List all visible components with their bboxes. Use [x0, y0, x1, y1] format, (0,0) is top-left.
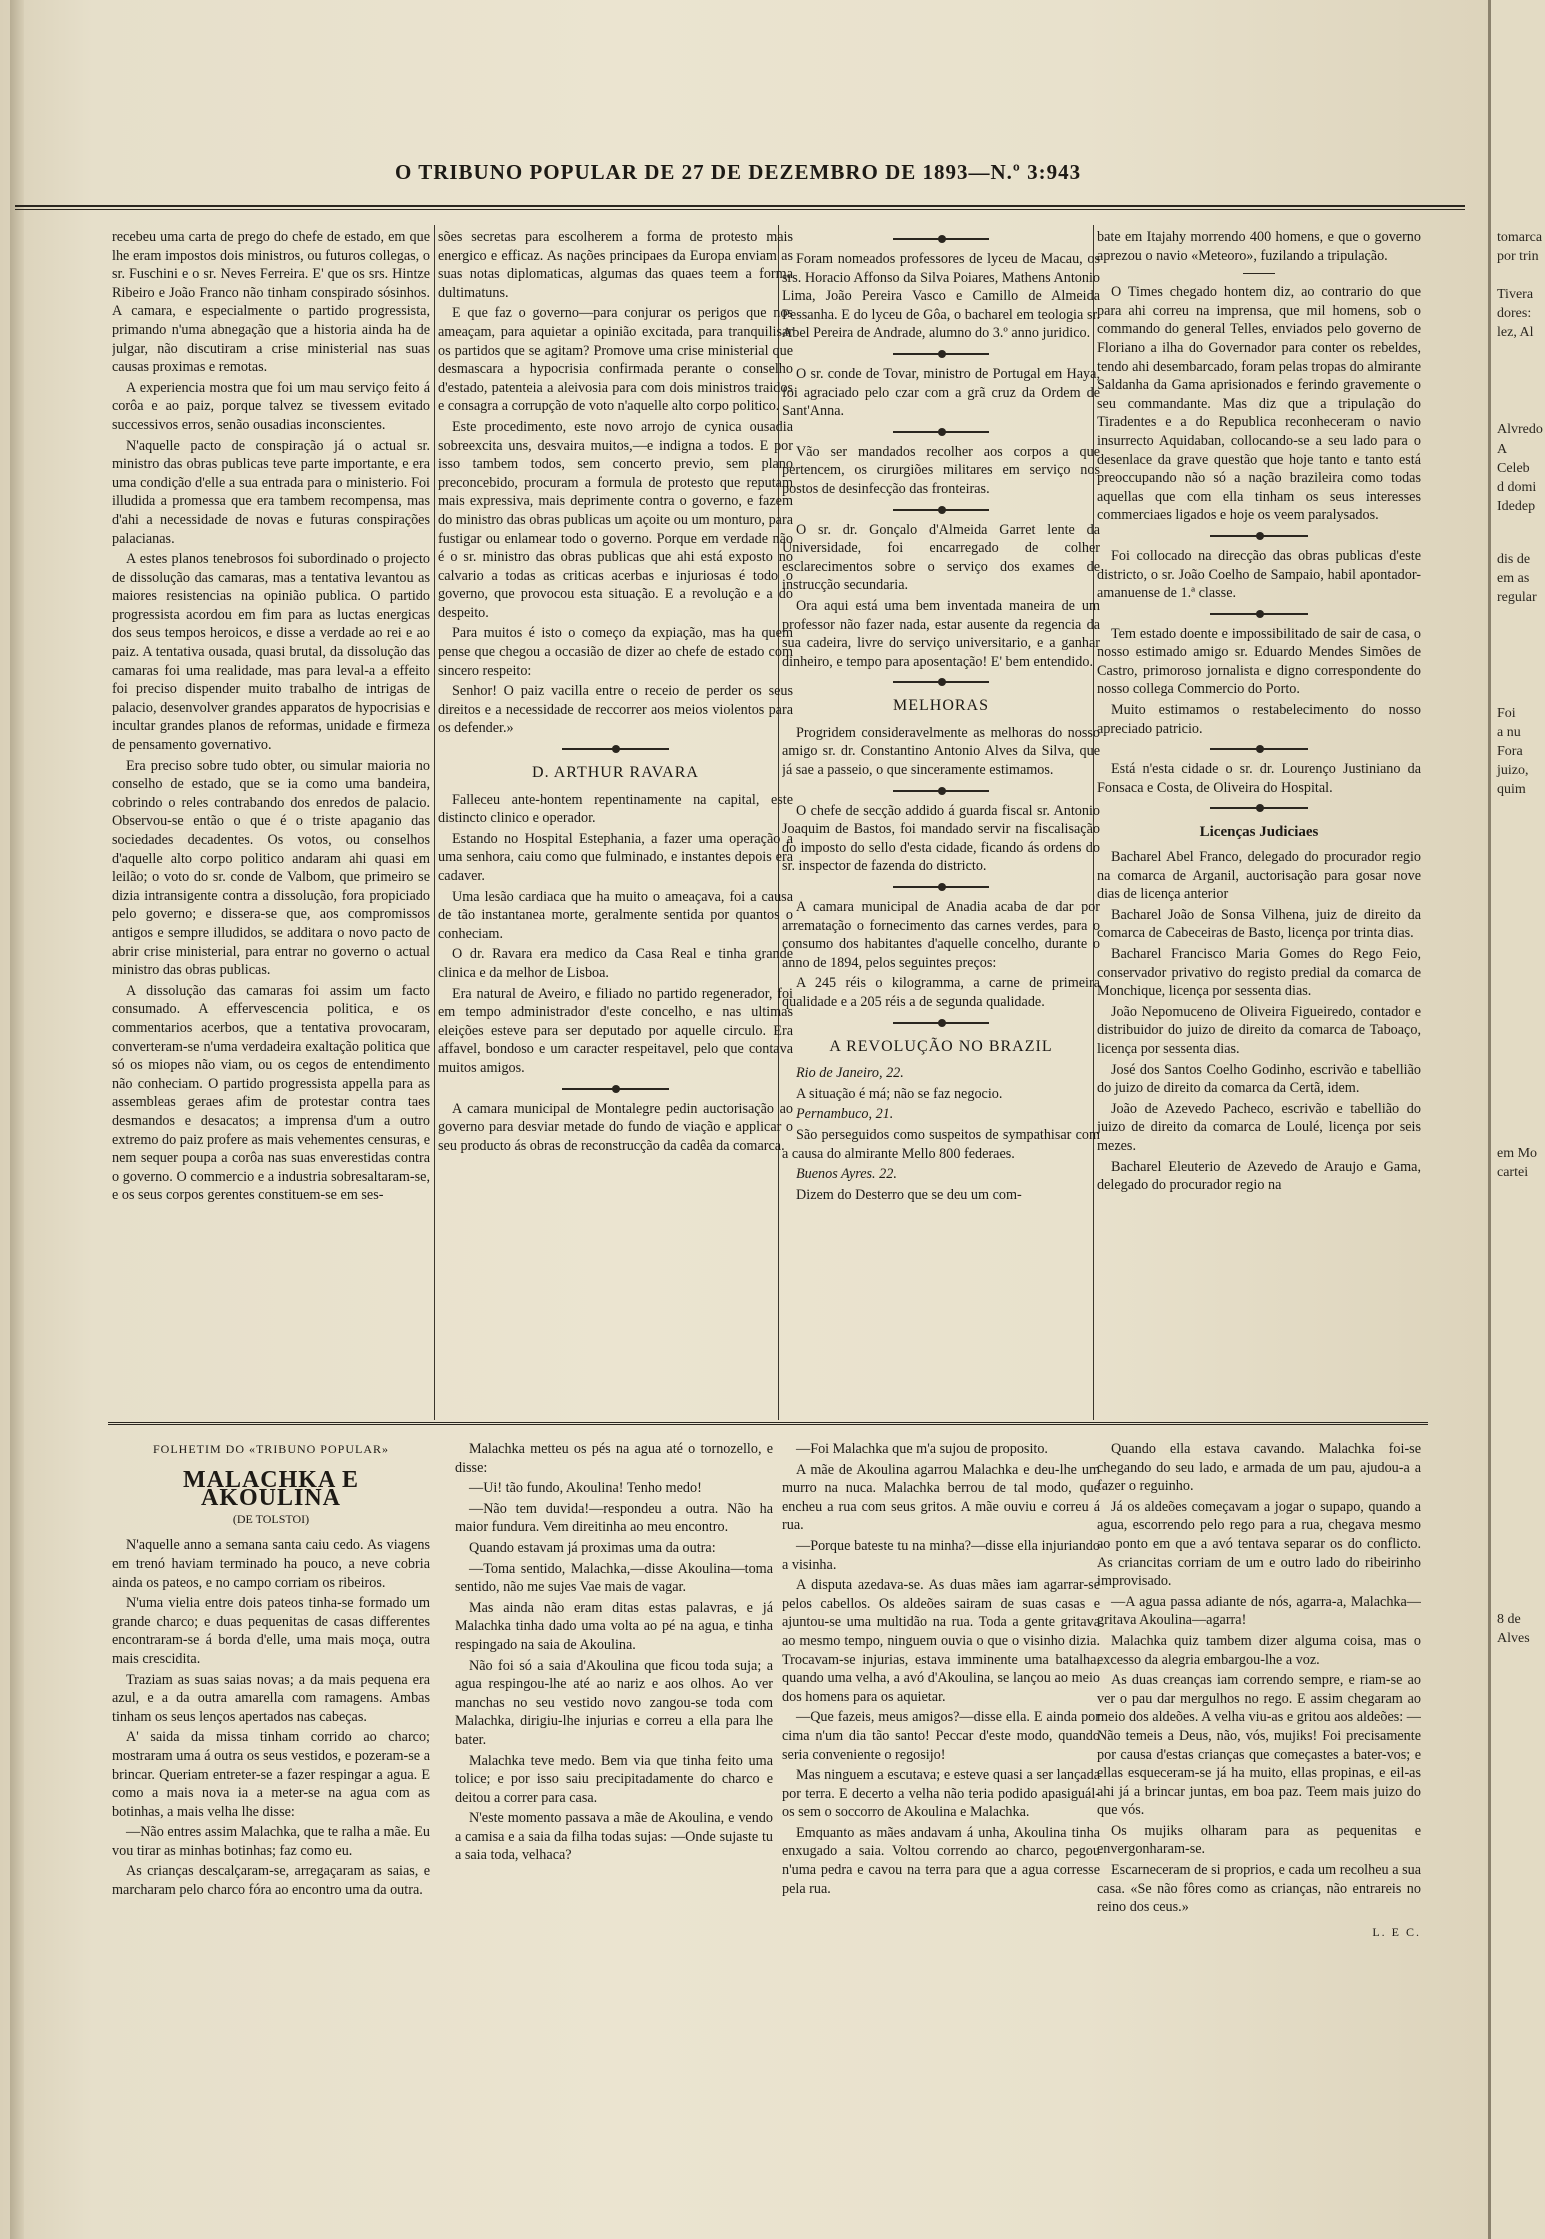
paragraph: Quando ella estava cavando. Malachka foi-se chegando do seu lado, e armada de um pau, ajudou-a a fazer o reguinho. [1097, 1441, 1421, 1495]
paragraph: —Foi Malachka que m'a sujou de proposito. [796, 1441, 1048, 1457]
paragraph: A camara municipal de Anadia acaba de dar por arrematação o fornecimento das carnes verdes, para o consumo dos habitantes d'aquelle concelho, durante o anno de 1894, pelos seguintes preços: [782, 899, 1100, 971]
paragraph: Malachka metteu os pés na agua até o tornozello, e disse: [455, 1441, 773, 1476]
paragraph: Uma lesão cardiaca que ha muito o ameaçava, foi a causa de tão instantanea morte, geralmente sentida por quantos o conheciam. [438, 888, 793, 942]
paragraph: Bacharel Abel Franco, delegado do procurador regio na comarca de Arganil, auctorisação para gosar nove dias de licença anterior [1097, 849, 1421, 903]
paragraph: Bacharel Eleuterio de Azevedo de Araujo e Gama, delegado do procurador regio na [1097, 1158, 1421, 1194]
dateline: Pernambuco, 21. [796, 1106, 894, 1123]
paragraph: Quando estavam já proximas uma da outra: [469, 1539, 716, 1556]
paragraph: Para muitos é isto o começo da expiação, mas ha quem pense que chegou a occasião de dizer ao chefe de estado com sincero respeito: [438, 625, 793, 679]
fragment-text: Fora [1497, 744, 1523, 759]
paragraph: Foram nomeados professores de lyceu de Macau, os srs. Horacio Affonso da Silva Poiares, Mathens Antonio Lima, João Pereira Vasco e Camillo de Almeida Pessanha. E do lyceu de Gôa, o bacharel em teologia sr. Abel Pereira de Andrade, alumno do 3.º anno juridico. [782, 251, 1100, 342]
paragraph: A estes planos tenebrosos foi subordinado o projecto de dissolução das camaras, mas a tentativa levantou as maiores resistencias na opinião publica. O partido progressista acordou em fim para as luctas energicas dos seus tempos heroicos, e disse a verdade ao rei e ao paiz. A tentativa ousada, quasi brutal, da dissolução das camaras foi uma realidade, mas para leval-a a effeito foi preciso dispender muito trabalho de intrigas de palacio, desenvolver grandes apparatos de hypocrisias e incultar grandes planos de reformas, unidade e firmeza de pensamento governativo. [112, 551, 430, 754]
section-heading: Licenças Judiciaes [1199, 824, 1319, 841]
fragment-text: Tivera [1497, 287, 1534, 302]
paragraph: O Times chegado hontem diz, ao contrario do que para ahi correu na imprensa, que mil homens, sob o commando do general Telles, enviados pelo governo de Floriano a ilha do Governador para conter os rebeldes, tendo ahi desembarcado, foram pelas tropas do almirante Saldanha da Gama aprisionados e ferindo gravemente o seu commandante. Mas diz que a tripulação do Tiradentes e a do Republica reconheceram o navio insurrecto Aquidaban, collocando-se a seu lado para o desenlace da grave questão que hoje tanto e tanto está preoccupando não só a nação brazileira como todas aquellas que com ella tinham os seus interesses commerciaes ligados e hoje os veem paralysados. [1097, 284, 1421, 524]
paragraph: Os mujiks olharam para as pequenitas e envergonharam-se. [1097, 1822, 1421, 1858]
fragment-text: Celeb [1497, 461, 1530, 476]
paragraph: São perseguidos como suspeitos de sympathisar com a causa do almirante Mello 800 federaes. [782, 1126, 1100, 1162]
paragraph: Falleceu ante-hontem repentinamente na capital, este distincto clinico e operador. [438, 791, 793, 827]
paragraph: Bacharel João de Sonsa Vilhena, juiz de direito da comarca de Cabeceiras de Basto, licença por trinta dias. [1097, 906, 1421, 942]
paragraph: Bacharel Francisco Maria Gomes do Rego Feio, conservador privativo do registo predial da comarca de Monchique, licença por sessenta dias. [1097, 946, 1421, 1000]
fragment-text: juizo, [1497, 763, 1529, 778]
fragment-text: em Mo [1497, 1146, 1538, 1161]
paragraph: A disputa azedava-se. As duas mães iam agarrar-se pelos cabellos. Os aldeões sairam de suas casas e ajuntou-se uma multidão na rua. Toda a gente gritava ao mesmo tempo, ninguem ouvia o que o visinho dizia. Trocavam-se injurias, estava imminente uma batalha, quando uma velha, a avó d'Akoulina, se lançou ao meio dos homens para os aquietar. [782, 1577, 1100, 1705]
signature: L. E C. [1372, 1924, 1421, 1939]
paragraph: Estando no Hospital Estephania, a fazer uma operação a uma senhora, caiu como que fulminado, e instantes depois era cadaver. [438, 830, 793, 884]
paragraph: —Não entres assim Malachka, que te ralha a mãe. Eu vou tirar as minhas botinhas; faz como eu. [112, 1824, 430, 1859]
paragraph: A 245 réis o kilogramma, a carne de primeira qualidade e a 205 réis a de segunda qualidade. [782, 975, 1100, 1010]
fragment-text: quim [1497, 782, 1526, 797]
paragraph: A camara municipal de Montalegre pedin auctorisação ao governo para desviar metade do fundo de viação e applicar o seu producto ás obras de reconstrucção da cadêa da comarca. [438, 1100, 793, 1154]
folhetim-column-1 [112, 1440, 430, 2020]
section-heading: A REVOLUÇÃO NO BRAZIL [829, 1037, 1053, 1055]
dateline: Buenos Ayres. 22. [796, 1166, 897, 1183]
folhetim-title: MALACHKA E AKOULINA [182, 1466, 359, 1512]
fragment-text: Foi [1497, 706, 1516, 721]
column-3 [782, 228, 1100, 1408]
fragment-text: Alvredo [1497, 422, 1543, 437]
column-2 [438, 228, 793, 1408]
paragraph: João de Azevedo Pacheco, escrivão e tabellião do juizo de direito da comarca de Loulé, licença por seis mezes. [1097, 1100, 1421, 1154]
paragraph: O sr. dr. Gonçalo d'Almeida Garret lente da Universidade, foi encarregado de colher esclarecimentos sobre o serviço dos exames de instrucção secundaria. [782, 521, 1100, 594]
fragment-text: cartei [1497, 1165, 1529, 1180]
section-separator [1097, 531, 1421, 541]
page-fold-shadow [10, 0, 24, 2239]
folhetim-column-2 [455, 1440, 773, 2020]
section-heading: MELHORAS [892, 697, 989, 715]
paragraph: Escarneceram de si proprios, e cada um recolheu a sua casa. «Se não fôres como as crianças, não entrareis no reino dos ceus.» [1097, 1862, 1421, 1916]
paragraph: João Nepomuceno de Oliveira Figueiredo, contador e distribuidor do juizo de direito da comarca de Taboaço, licença por sessenta dias. [1097, 1003, 1421, 1057]
section-separator [1097, 744, 1421, 754]
section-separator [1097, 269, 1421, 279]
paragraph: E que faz o governo—para conjurar os perigos que nos ameaçam, para aquietar a opinião excitada, para tranquilisar os partidos que se agitam? Promove uma crise ministerial que desmascara a hypocrisia confirmada perante o conselho d'estado, patenteia a aleivosia para com dois ministros traidos e consagra a corrupção de voto n'aquelle alto corpo politico. [438, 305, 793, 415]
fragment-text: 8 de [1497, 1612, 1521, 1627]
paragraph: Era preciso sobre tudo obter, ou simular maioria no conselho de estado, que se ia como uma bandeira, cobrindo o reles contrabando dos enredos de palacio. Observou-se então o que é o triste apaganio das sociedades decadentes. Os votos, ou conselhos d'aquelle alto corpo politico andaram ahi quasi em leilão; o voto do sr. conde de Valbom, que primeiro se dizia intransigente contra a dissolução, fora propiciado pelo governo; e dissera-se que, aos compromissos antigos e sempre illudidos, se additara o novo pacto de abrir crise ministerial, para entrar no governo o actual ministro das obras publicas. [112, 757, 430, 979]
paragraph: —A agua passa adiante de nós, agarra-a, Malachka—gritava Akoulina—agarra! [1097, 1593, 1421, 1629]
section-separator [782, 234, 1100, 244]
paragraph: O sr. conde de Tovar, ministro de Portugal em Haya, foi agraciado pelo czar com a grã cruz da Ordem de Sant'Anna. [782, 365, 1100, 420]
paragraph: bate em Itajahy morrendo 400 homens, e que o governo aprezou o navio «Meteoro», fuzilando a tripulação. [1097, 229, 1421, 264]
fragment-text: regular [1497, 590, 1537, 605]
paragraph: Foi collocado na direcção das obras publicas d'este districto, o sr. João Coelho de Sampaio, habil apontador-amanuense de 1.ª classe. [1097, 547, 1421, 602]
paragraph: A dissolução das camaras foi assim um facto consumado. A effervescencia politica, e os commentarios acerbos, que a tentativa provocaram, converteram-se n'uma verdadeira exaltação politica que só os miopes não viam, ou os cegos de entendimento não conheciam. O partido progressista appella para as assembleas geraes afim de protestar contra taes desmandos e desacatos; a imprensa d'um a outro extremo do paiz profere as mais vehementes censuras, e nem sequer poupa a corôa nas suas enverestidas contra o governo. O commercio e a industria sobresaltaram-se, e os seus corpos gerentes constituem-se em ses- [112, 982, 430, 1204]
paragraph: —Não tem duvida!—respondeu a outra. Não ha maior fundura. Vem direitinha ao meu encontro. [455, 1500, 773, 1536]
column-4 [1097, 228, 1421, 1408]
fragment-text: lez, Al [1497, 325, 1534, 340]
paragraph: A situação é má; não se faz negocio. [796, 1085, 1003, 1102]
paragraph: A mãe de Akoulina agarrou Malachka e deu-lhe um murro na nuca. Malachka berrou de tal modo, que encheu a rua com seus gritos. A mãe ouviu e correu á rua. [782, 1461, 1100, 1534]
paragraph: —Toma sentido, Malachka,—disse Akoulina—toma sentido, não me sujes Vae mais de vagar. [455, 1560, 773, 1596]
paragraph: N'este momento passava a mãe de Akoulina, e vendo a camisa e a saia da filha todas sujas: —Onde sujaste tu a saia toda, velhaca? [455, 1810, 773, 1864]
paragraph: Progridem consideravelmente as melhoras do nosso amigo sr. dr. Constantino Antonio Alves da Silva, que já sae a passeio, o que sinceramente estimamos. [782, 724, 1100, 779]
fragment-text: a nu [1497, 725, 1521, 740]
paragraph: Emquanto as mães andavam á unha, Akoulina tinha enxugado a saia. Voltou correndo ao charco, pegou n'uma pedra e cavou na terra para que a agua corresse pela rua. [782, 1824, 1100, 1897]
fragment-text: tomarca [1497, 230, 1543, 245]
paragraph: Muito estimamos o restabelecimento do nosso apreciado patricio. [1097, 702, 1421, 737]
paragraph: A' saida da missa tinham corrido ao charco; mostraram uma á outra os seus vestidos, e pozeram-se a brincar. Queriam entreter-se a fazer respingar a agua. E como a mais nova ia a meter-se na agua com as botinhas, a mais velha lhe disse: [112, 1729, 430, 1820]
paragraph: N'aquelle anno a semana santa caiu cedo. As viagens em trenó haviam terminado ha pouco, a neve cobria ainda os pateos, e no campo corriam os ribeiros. [112, 1537, 430, 1591]
header-text: O TRIBUNO POPULAR DE 27 DE DEZEMBRO DE 1893—N.º 3:943 [395, 160, 1082, 184]
paragraph: —Que fazeis, meus amigos?—disse ella. E ainda por cima n'um dia tão santo! Peccar d'este modo, quando seria conveniente o regosijo! [782, 1709, 1100, 1763]
section-separator [782, 786, 1100, 796]
section-separator [782, 677, 1100, 687]
header-rule [15, 205, 1465, 210]
paragraph: Ora aqui está uma bem inventada maneira de um professor não fazer nada, estar ausente da regencia da sua cadeira, livre do serviço universitario, e a ganhar dinheiro, e tempo para aposentação! E' bem entendido. [782, 597, 1100, 670]
paragraph: recebeu uma carta de prego do chefe de estado, em que lhe eram impostos dois ministros, ou futuros collegas, o sr. Fuschini e o sr. Neves Ferreira. E' que os srs. Hintze Ribeiro e João Franco não tinham conspirado sósinhos. A camara, e especialmente o partido progressista, primando n'uma abnegação que a historia ainda ha de julgar, não discutiram a crise ministerial nas suas causas proximas e remotas. [112, 229, 430, 376]
fragment-text: dis de [1497, 552, 1531, 567]
section-heading: D. ARTHUR RAVARA [532, 764, 699, 782]
section-separator [1097, 803, 1421, 813]
page-header [95, 158, 1480, 188]
paragraph: Mas ninguem a escutava; e esteve quasi a ser lançada por terra. E decerto a velha não teria podido apasiguál-os sem o soccorro de Akoulina e Malachka. [782, 1767, 1100, 1821]
dateline: Rio de Janeiro, 22. [796, 1065, 904, 1082]
paragraph: Está n'esta cidade o sr. dr. Lourenço Justiniano da Fonsaca e Costa, de Oliveira do Hospital. [1097, 761, 1421, 796]
folhetim-column-4 [1097, 1440, 1421, 2020]
paragraph: sões secretas para escolherem a forma de protesto mais energico e efficaz. As nações principaes da Europa enviam as suas notas diplomaticas, algumas das quaes teem a forma dultimatuns. [438, 229, 793, 301]
paragraph: As crianças descalçaram-se, arregaçaram as saias, e marcharam pelo charco fóra ao encontro uma da outra. [112, 1863, 430, 1899]
fragment-text: por trin [1497, 249, 1539, 264]
paragraph: Já os aldeões começavam a jogar o supapo, quando a agua, escorrendo pelo rego para a rua, chegava mesmo ao ponto em que a avó tentava separar os do conflicto. As criancitas corriam de um e outro lado do ribeirinho improvisado. [1097, 1498, 1421, 1590]
fragment-text: Idedep [1497, 499, 1536, 514]
folhetim-author: (DE TOLSTOI) [232, 1511, 310, 1526]
paragraph: As duas creanças iam correndo sempre, e riam-se ao ver o pau dar mergulhos no rego. E assim chegaram ao meio dos aldeões. A velha viu-as e gritou aos aldeões: —Não temeis a Deus, não, vós, mujiks! Foi precisamente por causa d'estas crianças que começastes a bater-vos; e ellas esqueceram-se já ha muito, ellas propinas, e eil-as ahi já a brincar juntas, em boa paz. Teem mais juizo do que vós. [1097, 1672, 1421, 1819]
paragraph: O chefe de secção addido á guarda fiscal sr. Antonio Joaquim de Bastos, foi mandado servir na fiscalisação do imposto do sello d'esta cidade, ficando ás ordens do sr. inspector de fazenda do districto. [782, 802, 1100, 875]
paragraph: O dr. Ravara era medico da Casa Real e tinha grande clinica e da melhor de Lisboa. [438, 946, 793, 981]
paragraph: Senhor! O paiz vacilla entre o receio de perder os seus direitos e a necessidade de reccorrer aos meios violentos para os defender.» [438, 683, 793, 737]
section-separator [782, 1018, 1100, 1028]
folhetim-column-3 [782, 1440, 1100, 2020]
paragraph: Este procedimento, este novo arrojo de cynica ousadia sobreexcita uns, desvaira muitos,—e indigna a todos. E por isso tambem todos, sem concerto previo, sem plano preconcebido, procuram a formula de protesto que reputam mais expressiva, mais deprimente contra o governo, e fazem do ministro das obras publicas um açoite ou um monturo, para fustigar ou enlamear todo o governo. Porque em verdade não é o sr. ministro das obras publicas que ahi está exposto no calvario a todas as criticas acerbas e injuriosas é todo o governo, que provocou esta situação. E a revolução e a do despeito. [438, 418, 793, 621]
paragraph: Dizem do Desterro que se deu um com- [796, 1186, 1022, 1203]
fragment-text: Alves [1497, 1631, 1530, 1646]
paragraph: A experiencia mostra que foi um mau serviço feito á corôa e ao paiz, porque talvez se tivessem evitado successivos erros, senão ousadias inconscientes. [112, 379, 430, 433]
paragraph: Traziam as suas saias novas; a da mais pequena era azul, e a da outra amarella com ramagens. Ambas tinham os seus lenços apertados nas cabeças. [112, 1671, 430, 1725]
paragraph: Malachka quiz tambem dizer alguma coisa, mas o excesso da alegria embargou-lhe a voz. [1097, 1632, 1421, 1668]
paragraph: Não foi só a saia d'Akoulina que ficou toda suja; a agua respingou-lhe até ao nariz e aos olhos. Ao ver manchas no seu vestido novo zangou-se toda com Malachka, dirigiu-lhe injurias e correu a ella para lhe bater. [455, 1657, 773, 1748]
section-separator [782, 882, 1100, 892]
paragraph: —Ui! tão fundo, Akoulina! Tenho medo! [469, 1480, 702, 1497]
section-separator [782, 505, 1100, 515]
folhetim-rule [108, 1422, 1428, 1429]
fragment-text: dores: [1497, 306, 1532, 321]
section-separator [438, 744, 793, 754]
paragraph: N'aquelle pacto de conspiração já o actual sr. ministro das obras publicas teve parte importante, e era uma condição d'elle a sua entrada para o ministerio. Foi illudida a promessa que era tambem recompensa, mas d'ahi a necessidade de novas e futuras conspirações palacianas. [112, 437, 430, 547]
paragraph: Vão ser mandados recolher aos corpos a que pertencem, os cirurgiões militares em serviço nos postos de desinfecção das fronteiras. [782, 443, 1100, 497]
paragraph: N'uma vielia entre dois pateos tinha-se formado um grande charco; e duas pequenitas de casas differentes encontraram-se á borda d'elle, uma mais moça, outra mais crescidita. [112, 1595, 430, 1667]
folhetim-label: FOLHETIM DO «TRIBUNO POPULAR» [152, 1442, 389, 1456]
paragraph: —Porque bateste tu na minha?—disse ella injuriando a visinha. [782, 1537, 1100, 1573]
fragment-text: A [1497, 442, 1508, 457]
paragraph: Mas ainda não eram ditas estas palavras, e já Malachka tinha dado uma volta ao pé na agua, e tinha respingado na saia de Akoulina. [455, 1599, 773, 1653]
section-separator [1097, 609, 1421, 619]
column-rule [434, 225, 435, 1420]
paragraph: Malachka teve medo. Bem via que tinha feito uma tolice; e por isso saiu precipitadamente do charco e deitou a correr para casa. [455, 1752, 773, 1806]
paragraph: José dos Santos Coelho Godinho, escrivão e tabellião do juizo de direito da comarca da Certã, idem. [1097, 1061, 1421, 1097]
section-separator [782, 349, 1100, 359]
paragraph: Tem estado doente e impossibilitado de sair de casa, o nosso estimado amigo sr. Eduardo Mendes Simões de Castro, primoroso jornalista e digno correspondente do nosso collega Commercio do Porto. [1097, 625, 1421, 698]
adjacent-page-edge [1488, 0, 1545, 2239]
section-separator [782, 427, 1100, 437]
paragraph: Era natural de Aveiro, e filiado no partido regenerador, foi em tempo administrador d'este concelho, e nas ultimas eleições esteve para ser deputado por aquelle circulo. Era affavel, bondoso e um caracter respeitavel, pelo que contava muitos amigos. [438, 985, 793, 1076]
column-1 [112, 228, 430, 1408]
fragment-text: em as [1497, 571, 1530, 586]
fragment-text: d domi [1497, 480, 1537, 495]
section-separator [438, 1084, 793, 1094]
